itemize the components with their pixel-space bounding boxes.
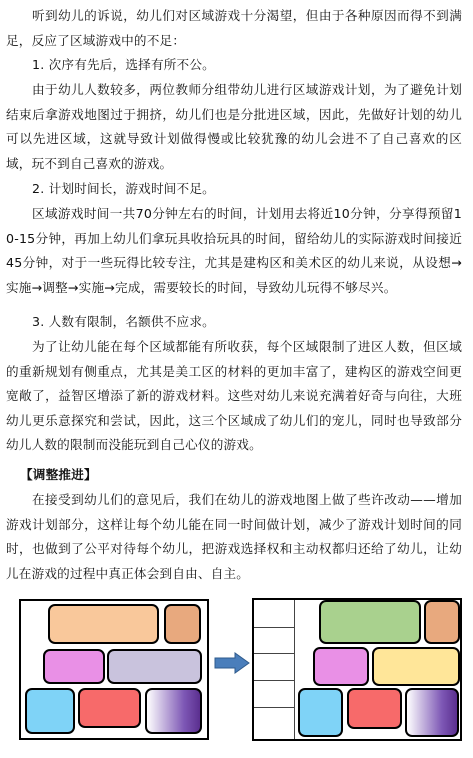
point-3-heading: 3. 人数有限制，名额供不应求。 xyxy=(32,314,215,329)
point-2-heading: 2. 计划时间长，游戏时间不足。 xyxy=(32,181,215,196)
plan-row-divider xyxy=(254,707,294,708)
plan-row-divider xyxy=(254,653,294,654)
zone-block xyxy=(107,649,202,684)
plan-row-divider xyxy=(254,627,294,628)
paragraph-intro: 听到幼儿的诉说，幼儿们对区域游戏十分渴望，但由于各种原因而得不到满足，反应了区域游戏中的不足： xyxy=(6,8,462,48)
point-1-heading: 1. 次序有先后，选择有所不公。 xyxy=(32,57,215,72)
plan-column-divider xyxy=(294,600,295,739)
zone-block xyxy=(424,600,460,644)
zone-block xyxy=(372,647,460,686)
zone-block xyxy=(145,688,202,734)
zone-block xyxy=(298,688,343,737)
plan-row-divider xyxy=(254,680,294,681)
zone-block xyxy=(347,688,402,729)
zone-block xyxy=(48,604,159,644)
zone-block xyxy=(319,600,421,644)
game-map-after xyxy=(252,598,462,741)
game-map-before xyxy=(19,599,209,740)
zone-block xyxy=(405,688,459,737)
paragraph-point-2: 区域游戏时间一共70分钟左右的时间，计划用去将近10分钟，分享得预留10-15分钟，再加上幼儿们拿玩具收拾玩具的时间，留给幼儿的实际游戏时间接近45分钟，对于一些玩得比较专注，尤其是建构区和美术区的幼儿来说，从设想→实施→调整→实施→完成，需要较长的时间，导致幼儿玩得不够尽兴。 xyxy=(6,206,462,295)
section-heading: 【调整推进】 xyxy=(20,467,97,482)
zone-block xyxy=(78,688,141,728)
zone-block xyxy=(313,647,369,686)
paragraph-point-1: 由于幼儿人数较多，两位教师分组带幼儿进行区域游戏计划，为了避免计划结束后拿游戏地图过于拥挤，幼儿们也是分批进区域，因此，先做好计划的幼儿可以先进区域，这就导致计划做得慢或比较犹豫的幼儿会进不了自己喜欢的区域，玩不到自己喜欢的游戏。 xyxy=(6,82,462,171)
right-arrow-icon xyxy=(214,652,250,674)
zone-block xyxy=(43,649,105,684)
paragraph-adjustment: 在接受到幼儿们的意见后，我们在幼儿的游戏地图上做了些许改动——增加游戏计划部分，这样让每个幼儿能在同一时间做计划，减少了游戏计划时间的同时，也做到了公平对待每个幼儿，把游戏选择权和主动权都归还给了幼儿，让幼儿在游戏的过程中真正体会到自由、自主。 xyxy=(6,492,462,581)
zone-block xyxy=(164,604,201,644)
paragraph-point-3: 为了让幼儿能在每个区域都能有所收获，每个区域限制了进区人数，但区域的重新规划有侧重点，尤其是美工区的材料的更加丰富了，建构区的游戏空间更宽敞了，益智区增添了新的游戏材料。这些对幼儿来说充满着好奇与向往，大班幼儿更乐意探究和尝试，因此，这三个区域成了幼儿们的宠儿，同时也导致部分幼儿人数的限制而没能玩到自己心仪的游戏。 xyxy=(6,339,462,453)
zone-block xyxy=(25,688,75,734)
